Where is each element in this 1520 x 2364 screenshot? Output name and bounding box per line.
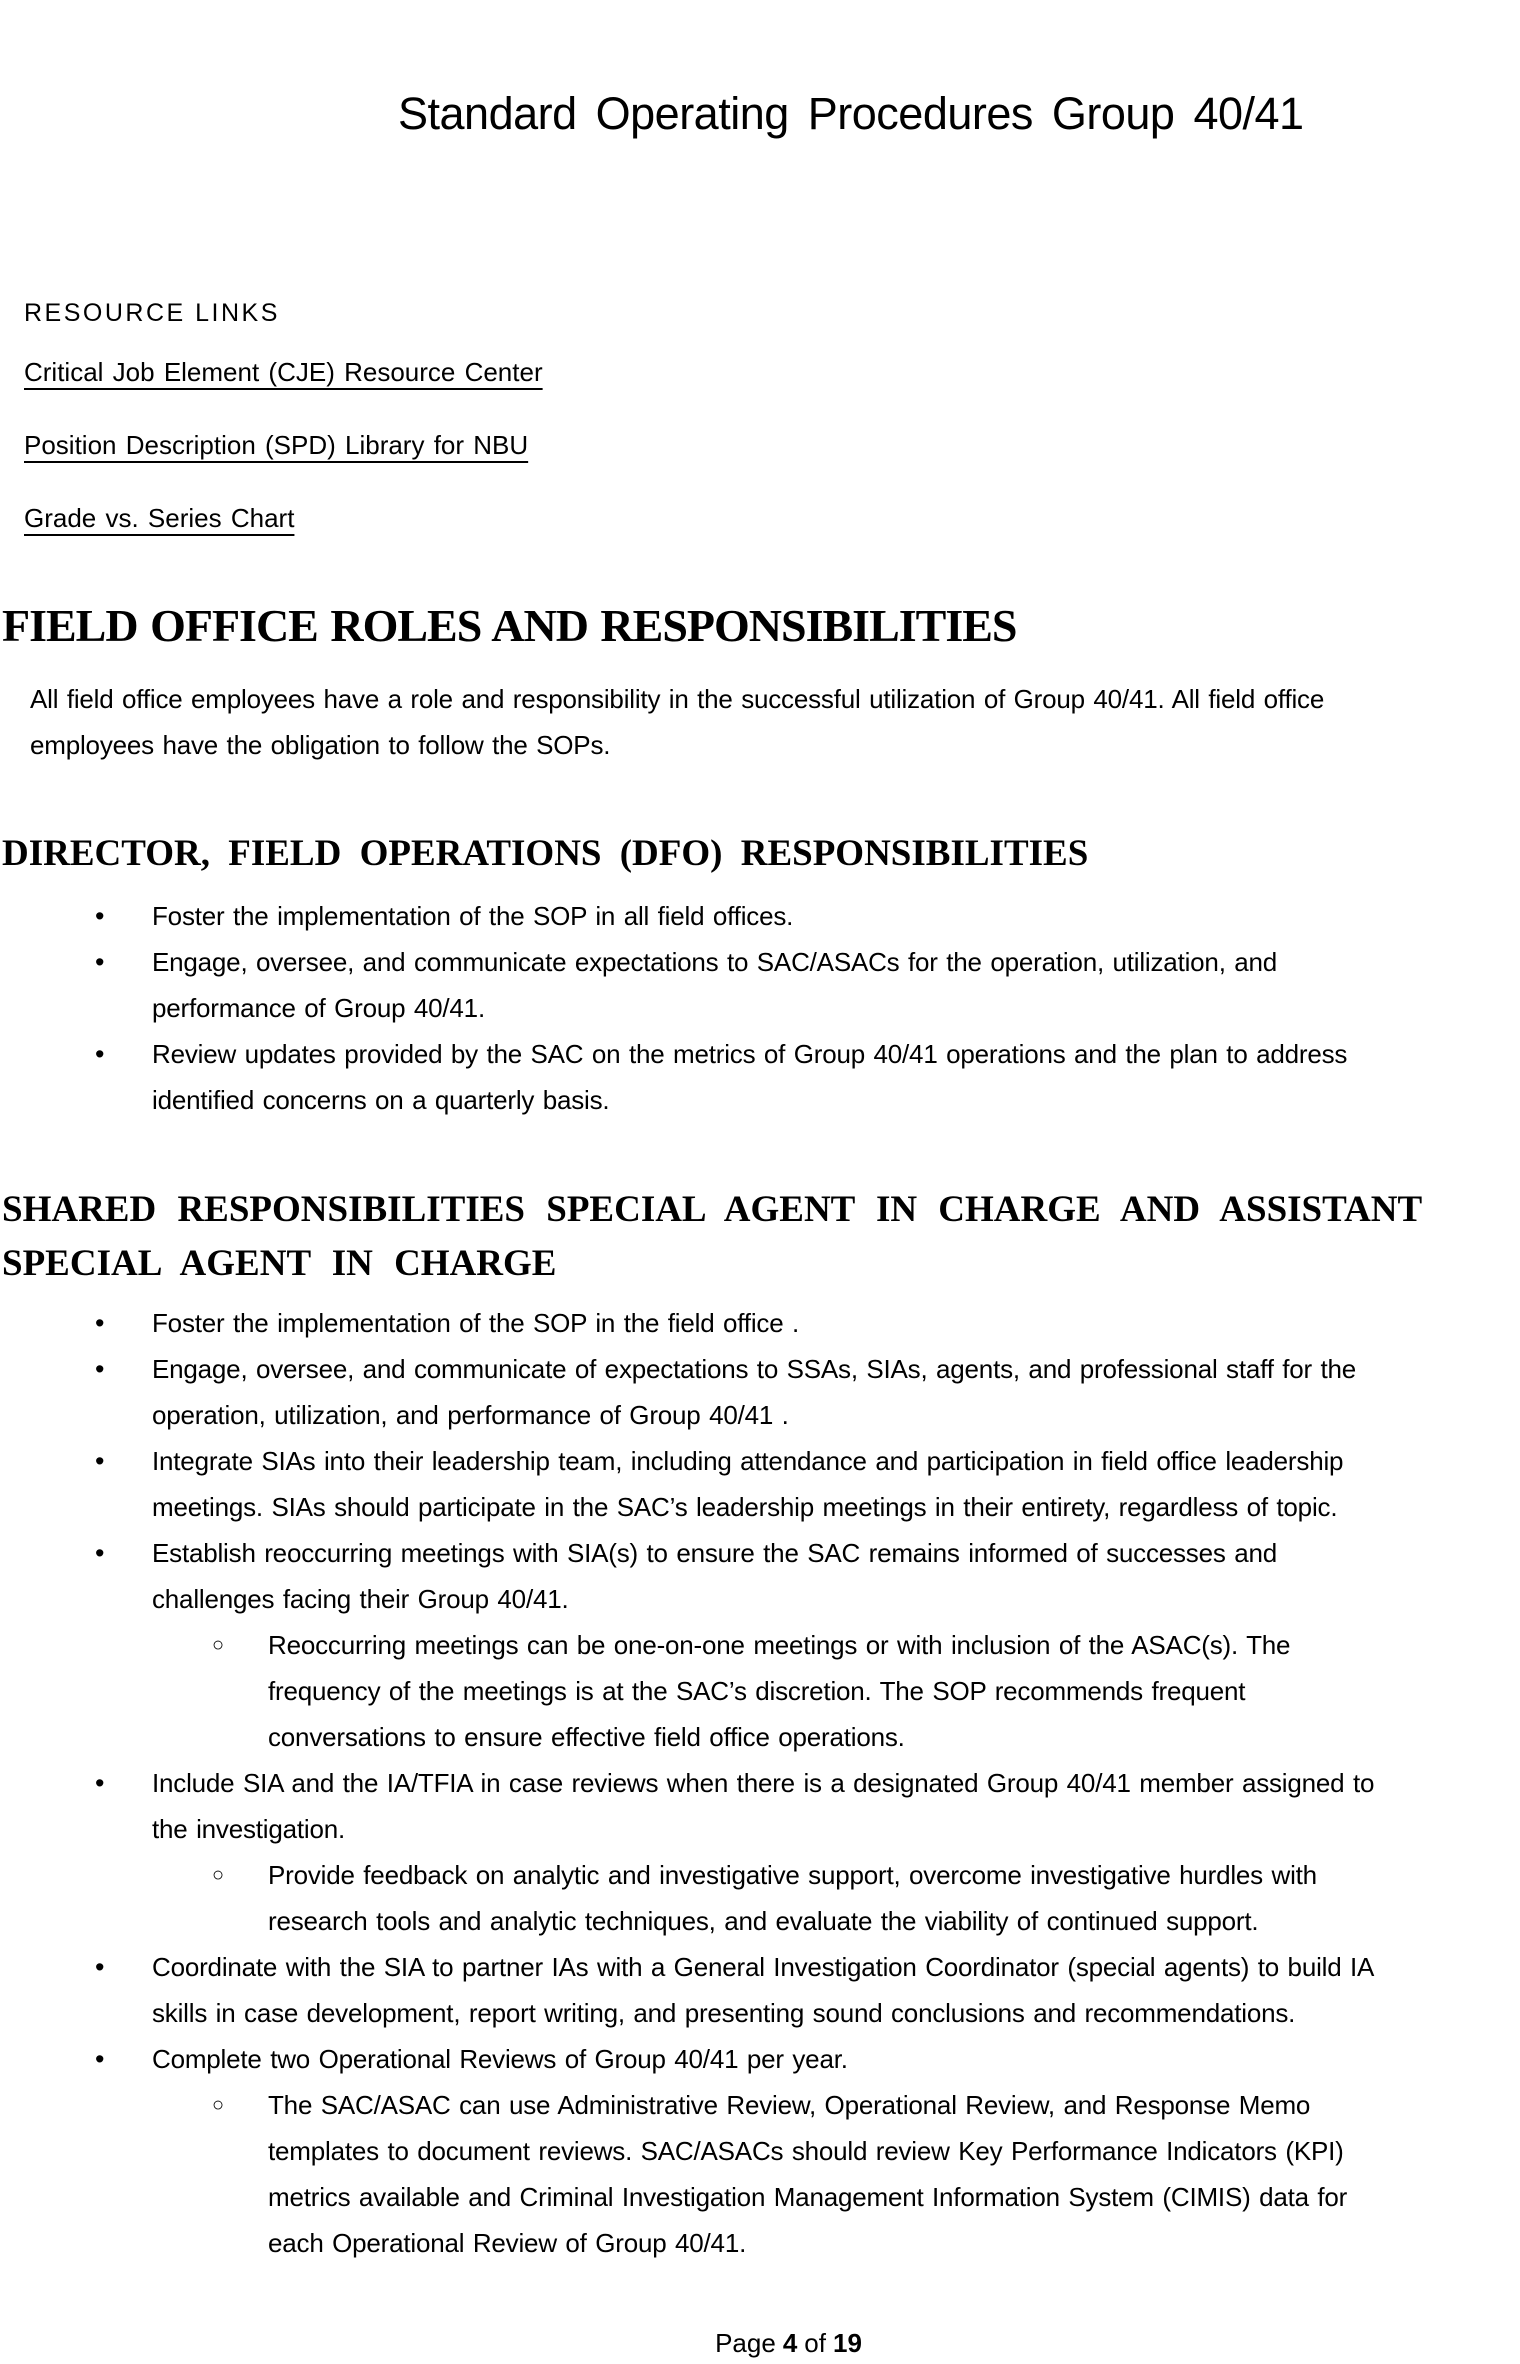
bullet-line: Complete two Operational Reviews of Group 40/41 per year. [152,2044,848,2074]
dfo-heading: DIRECTOR, FIELD OPERATIONS (DFO) RESPONSIBILITIES [2,833,1089,874]
bullet-item [0,1346,1520,1438]
bullet-line: challenges facing their Group 40/41. [152,1584,569,1614]
bullet-text [152,1300,799,1346]
bullet-line: Include SIA and the IA/TFIA in case reviews when there is a designated Group 40/41 member assigned to [152,1768,1375,1798]
bullet-item [0,1760,1520,1852]
bullet-text [152,939,1277,1031]
resource-link[interactable]: Grade vs. Series Chart [24,503,295,533]
bullet-line: skills in case development, report writing, and presenting sound conclusions and recommendations. [152,1998,1296,2028]
bullet-text [152,1031,1347,1123]
circle-bullet-icon: ○ [212,2094,225,2116]
bullet-item [0,1031,1520,1123]
bullet-item [0,893,1520,939]
intro-line: All field office employees have a role and responsibility in the successful utilization of Group 40/41. All field office [30,684,1325,714]
footer-of-label: of [804,2328,826,2358]
footer-page-number: 4 [782,2328,798,2358]
resource-link[interactable]: Position Description (SPD) Library for NBU [24,430,529,460]
bullet-line: Coordinate with the SIA to partner IAs with a General Investigation Coordinator (special agents) to build IA [152,1952,1375,1982]
bullet-icon: • [95,1354,105,1384]
bullet-line: Integrate SIAs into their leadership team, including attendance and participation in field office leadership [152,1446,1344,1476]
bullet-item [0,1438,1520,1530]
circle-bullet-icon: ○ [212,1864,225,1886]
bullet-item [0,1944,1520,2036]
shared-heading: SHARED RESPONSIBILITIES SPECIAL AGENT IN CHARGE AND ASSISTANT SPECIAL AGENT IN CHARGE [2,1189,1422,1284]
footer-total-pages: 19 [832,2328,862,2358]
bullet-line: frequency of the meetings is at the SAC’s discretion. The SOP recommends frequent [268,1676,1246,1706]
bullet-text [152,893,793,939]
bullet-item [0,1530,1520,1622]
bullet-icon: • [95,901,105,931]
field-office-heading: FIELD OFFICE ROLES AND RESPONSIBILITIES [2,600,1017,651]
bullet-text [152,1346,1356,1438]
footer-page-label: Page [715,2328,776,2358]
bullet-item [0,1622,1520,1760]
bullet-line: Provide feedback on analytic and investigative support, overcome investigative hurdles with [268,1860,1317,1890]
field-office-intro [30,676,1324,768]
bullet-text [268,2082,1347,2266]
bullet-icon: • [95,2044,105,2074]
bullet-line: Engage, oversee, and communicate of expectations to SSAs, SIAs, agents, and professional staff for the [152,1354,1357,1384]
resource-links-section [24,298,543,576]
bullet-text [152,2036,848,2082]
bullet-line: conversations to ensure effective field office operations. [268,1722,905,1752]
bullet-icon: • [95,1446,105,1476]
bullet-icon: • [95,1768,105,1798]
page-footer [0,2328,1520,2358]
bullet-icon: • [95,1308,105,1338]
bullet-line: operation, utilization, and performance of Group 40/41 . [152,1400,789,1430]
bullet-line: Review updates provided by the SAC on the metrics of Group 40/41 operations and the plan to address [152,1039,1348,1069]
bullet-text [268,1852,1317,1944]
bullet-item [0,1852,1520,1944]
bullet-icon: • [95,1039,105,1069]
bullet-text [152,1760,1374,1852]
bullet-icon: • [95,1952,105,1982]
resource-link[interactable]: Critical Job Element (CJE) Resource Center [24,357,543,387]
bullet-line: identified concerns on a quarterly basis. [152,1085,610,1115]
bullet-text [152,1530,1277,1622]
bullet-icon: • [95,947,105,977]
bullet-line: templates to document reviews. SAC/ASACs should review Key Performance Indicators (KPI) [268,2136,1344,2166]
bullet-line: metrics available and Criminal Investigation Management Information System (CIMIS) data for [268,2182,1348,2212]
page-title: Standard Operating Procedures Group 40/41 [398,88,1304,139]
dfo-bullet-list [0,893,1520,1123]
bullet-line: Reoccurring meetings can be one-on-one meetings or with inclusion of the ASAC(s). The [268,1630,1291,1660]
resource-links-heading: RESOURCE LINKS [24,299,280,327]
resource-links-list [24,357,543,533]
bullet-line: Foster the implementation of the SOP in the field office . [152,1308,800,1338]
bullet-text [268,1622,1290,1760]
bullet-line: Establish reoccurring meetings with SIA(s) to ensure the SAC remains informed of successes and [152,1538,1277,1568]
bullet-line: meetings. SIAs should participate in the SAC’s leadership meetings in their entirety, regardless of topic. [152,1492,1338,1522]
circle-bullet-icon: ○ [212,1634,225,1656]
bullet-item [0,2082,1520,2266]
bullet-line: Engage, oversee, and communicate expectations to SAC/ASACs for the operation, utilization, and [152,947,1278,977]
bullet-text [152,1944,1374,2036]
bullet-line: The SAC/ASAC can use Administrative Review, Operational Review, and Response Memo [268,2090,1311,2120]
bullet-line: each Operational Review of Group 40/41. [268,2228,747,2258]
bullet-line: Foster the implementation of the SOP in all field offices. [152,901,794,931]
shared-bullet-list [0,1300,1520,2266]
bullet-icon: • [95,1538,105,1568]
bullet-text [152,1438,1343,1530]
bullet-item [0,2036,1520,2082]
bullet-line: the investigation. [152,1814,346,1844]
bullet-item [0,1300,1520,1346]
intro-line: employees have the obligation to follow the SOPs. [30,730,611,760]
bullet-line: performance of Group 40/41. [152,993,485,1023]
bullet-line: research tools and analytic techniques, and evaluate the viability of continued support. [268,1906,1259,1936]
bullet-item [0,939,1520,1031]
